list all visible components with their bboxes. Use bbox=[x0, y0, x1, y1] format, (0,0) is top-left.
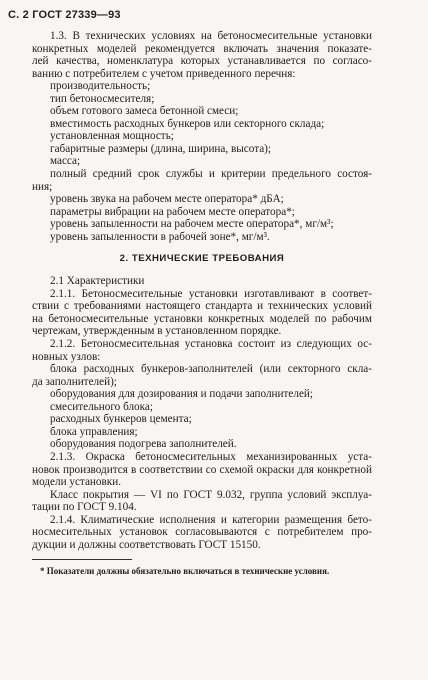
text-line: на бетоносмесительные установки конкретных моделей по рабочим bbox=[32, 312, 372, 325]
text-line: блока расходных бункеров-заполнителей (или секторного скла- bbox=[50, 363, 372, 376]
text-line: уровень звука на рабочем месте оператора* дБА; bbox=[50, 193, 284, 206]
text-line: параметры вибрации на рабочем месте оператора*; bbox=[50, 205, 295, 218]
text-line: установленная мощность; bbox=[50, 130, 174, 143]
text-line: вместимость расходных бункеров или секторного склада; bbox=[50, 117, 325, 130]
text-line: дукции и должны соответствовать ГОСТ 15150. bbox=[32, 538, 261, 551]
section-title: 2. ТЕХНИЧЕСКИЕ ТРЕБОВАНИЯ bbox=[119, 253, 285, 265]
text-line: да заполнителей); bbox=[32, 375, 117, 388]
text-line: тип бетоносмесителя; bbox=[50, 92, 155, 105]
text-line: объем готового замеса бетонной смеси; bbox=[50, 105, 239, 118]
text-line: модели установки. bbox=[32, 476, 122, 489]
text-line: ния; bbox=[32, 180, 53, 193]
text-line: оборудования подогрева заполнителей. bbox=[50, 438, 237, 451]
text-line: 1.3. В технических условиях на бетоносмесительные установки bbox=[50, 30, 372, 42]
text-line: 2.1 Характеристики bbox=[50, 275, 145, 288]
text-line: 2.1.1. Бетоносмесительные установки изготавливают в соответ- bbox=[50, 287, 372, 300]
document-body bbox=[32, 30, 372, 578]
text-line: производительность; bbox=[50, 80, 151, 93]
text-line: масса; bbox=[50, 155, 81, 168]
text-line: лей качества, номенклатура которых устанавливается по согласо- bbox=[32, 55, 372, 68]
text-line: носмесительных установок согласовываются с потребителем про- bbox=[32, 526, 372, 539]
text-line: ванию с потребителем с учетом приведенного перечня: bbox=[32, 67, 296, 80]
text-line: уровень запыленности в рабочей зоне*, мг/м³. bbox=[50, 230, 270, 243]
text-line: ствии с требованиями настоящего стандарта и технических условий bbox=[32, 300, 372, 313]
text-line: новок производится в соответствии со схемой окраски для конкретной bbox=[32, 463, 372, 476]
text-line: уровень запыленности на рабочем месте оператора*, мг/м³; bbox=[50, 218, 334, 231]
text-line: блока управления; bbox=[50, 425, 138, 438]
text-line: Класс покрытия — VI по ГОСТ 9.032, группа условий эксплуа- bbox=[50, 488, 372, 501]
text-line: габаритные размеры (длина, ширина, высота); bbox=[50, 142, 272, 155]
section-1-text bbox=[32, 30, 372, 243]
page-header: С. 2 ГОСТ 27339—93 bbox=[8, 9, 121, 21]
text-line: смесительного блока; bbox=[50, 400, 153, 413]
text-line: 2.1.2. Бетоносмесительная установка состоит из следующих ос- bbox=[50, 338, 372, 351]
text-line: оборудования для дозирования и подачи заполнителей; bbox=[50, 388, 314, 401]
text-line: 2.1.4. Климатические исполнения и категории размещения бето- bbox=[50, 513, 372, 526]
section-2-text bbox=[32, 275, 372, 551]
footnote-rule bbox=[32, 559, 132, 560]
text-line: полный средний срок службы и критерии предельного состоя- bbox=[50, 168, 372, 181]
text-line: тации по ГОСТ 9.104. bbox=[32, 501, 137, 514]
text-line: конкретных моделей рекомендуется включать значения показате- bbox=[32, 42, 372, 55]
text-line: расходных бункеров цемента; bbox=[50, 413, 192, 426]
text-line: новных узлов: bbox=[32, 350, 101, 363]
text-line: чертежам, утвержденным в установленном порядке. bbox=[32, 325, 282, 338]
footnote: * Показатели должны обязательно включаться в технические условия. bbox=[40, 566, 330, 577]
text-line: 2.1.3. Окраска бетоносмесительных механизированных уста- bbox=[50, 450, 372, 463]
